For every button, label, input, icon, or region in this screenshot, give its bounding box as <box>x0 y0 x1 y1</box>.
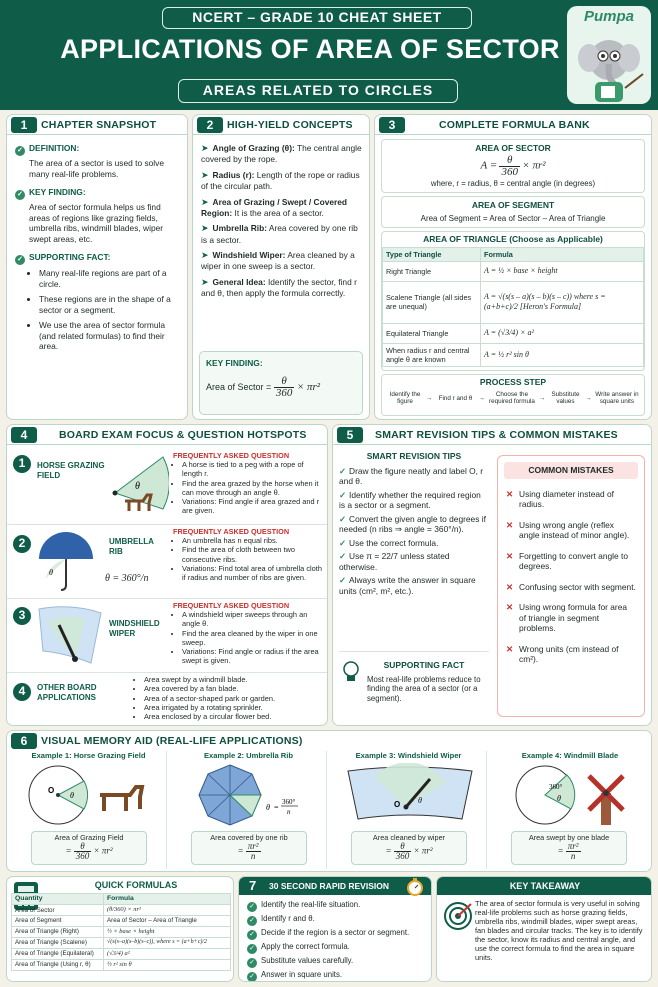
example-wiper <box>331 751 487 869</box>
key-finding-box <box>199 351 363 415</box>
windmill-figure <box>495 763 645 827</box>
tip-item: ✓ Convert the given angle to degrees if needed (n ribs ⇒ angle = 360°/n). <box>339 513 486 535</box>
board-exam-focus-card <box>6 424 328 726</box>
example-caption: Area cleaned by wiper = $\frac{\theta}{360}$ × πr² <box>351 831 467 865</box>
check-icon: ✓ <box>247 930 257 940</box>
section-number: 4 <box>11 427 37 443</box>
page-subtitle: AREAS RELATED TO CIRCLES <box>178 79 458 103</box>
area-of-triangle-box <box>381 231 645 371</box>
list-item: • Area covered by a fan blade. <box>144 684 328 693</box>
arrow-icon: ➤ <box>201 143 209 153</box>
grade-label: NCERT – GRADE 10 CHEAT SHEET <box>162 7 472 29</box>
theta-label: θ <box>49 568 53 577</box>
center-label: O <box>394 800 401 809</box>
sector-formula: A = $\frac{\theta}{360}$ × πr² <box>480 153 546 178</box>
supporting-fact-box <box>339 651 489 721</box>
section-header <box>7 425 327 445</box>
list-item: • Many real-life regions are part of a circle. <box>39 268 183 289</box>
arrow-icon: ➤ <box>201 250 209 260</box>
mistake-item: ✕ Using diameter instead of radius. <box>506 488 614 510</box>
process-step: Choose the required formula <box>489 390 535 406</box>
hotspot-horse <box>7 447 328 525</box>
section-header <box>239 877 431 895</box>
revision-item: ✓ Apply the correct formula. <box>247 942 429 954</box>
key-takeaway-text: The area of sector formula is very useful in solving real-life problems such as horse grazing fields, umbrella ribs, windmill blades, wiper swept areas, fan blades and circular tracks. The key is to identify the sector, know its radius and central angle, and use the correct formula to find the area in square units. <box>475 899 643 963</box>
list-item: • Variations: Find angle or radius if the area swept is given. <box>182 647 323 666</box>
list-item: • Area swept by a windmill blade. <box>144 675 328 684</box>
box-heading: AREA OF SEGMENT <box>471 200 555 210</box>
check-icon: ✓ <box>339 537 347 548</box>
list-item: • Area of a sector-shaped park or garden. <box>144 694 328 703</box>
cross-icon: ✕ <box>506 602 514 613</box>
process-step: Write answer in square units <box>595 390 639 406</box>
concept-item: ➤ Umbrella Rib: Area covered by one rib is a sector. <box>201 223 358 245</box>
revision-item: ✓ Answer in square units. <box>247 970 429 982</box>
list-item: • Find the area of cloth between two consecutive ribs. <box>182 545 323 564</box>
elephant-mascot-icon <box>567 26 651 106</box>
section-number: 5 <box>337 427 363 443</box>
list-item: • Find the area cleaned by the wiper in one sweep. <box>182 629 323 648</box>
page-title: APPLICATIONS OF AREA OF SECTOR <box>60 34 560 64</box>
box-heading: SMART REVISION TIPS <box>366 451 462 461</box>
box-heading: AREA OF TRIANGLE (Choose as Applicable) <box>423 234 603 244</box>
revision-tips-card <box>332 424 652 726</box>
brand-name: Pumpa <box>583 8 634 25</box>
theta-label: θ <box>266 803 270 812</box>
wiper-sector-figure <box>35 603 105 669</box>
windshield-figure <box>334 763 484 827</box>
faq-label: FREQUENTLY ASKED QUESTION <box>173 527 290 536</box>
item-label: HORSE GRAZING FIELD <box>37 461 105 480</box>
list-item: • A windshield wiper sweeps through an angle θ. <box>182 610 323 629</box>
mistake-item: ✕ Confusing sector with segment. <box>506 581 636 592</box>
formula-bank-card <box>374 114 652 420</box>
section-header <box>7 115 187 135</box>
umbrella-top-figure <box>174 762 324 828</box>
horse-field-figure <box>14 763 164 825</box>
example-title: Example 4: Windmill Blade <box>521 751 619 760</box>
table-row: When radius r and central angle θ are known A = ½ r² sin θ <box>383 343 644 366</box>
table-row: Area of Sector (θ/360) × πr² <box>12 905 231 916</box>
section-title: SMART REVISION TIPS & COMMON MISTAKES <box>375 429 618 441</box>
cross-icon: ✕ <box>506 581 514 592</box>
arrow-icon: → <box>585 394 592 402</box>
box-heading: AREA OF SECTOR <box>475 143 551 153</box>
arrow-icon: → <box>539 394 546 402</box>
check-icon: ✓ <box>339 551 347 562</box>
sector-where: where, r = radius, θ = central angle (in degrees) <box>430 178 596 188</box>
quick-formula-table <box>11 893 231 971</box>
list-item: • We use the area of sector formula (and related formulas) to find their area. <box>39 320 183 352</box>
key-takeaway-header <box>437 877 651 895</box>
table-row: Equilateral Triangle A = (√3/4) × a² <box>383 323 644 343</box>
key-takeaway-title: KEY TAKEAWAY <box>509 881 581 891</box>
check-icon: ✓ <box>339 465 347 476</box>
section-title: HIGH-YIELD CONCEPTS <box>227 119 353 131</box>
concept-item: ➤ General Idea: Identify the sector, find r and θ, then apply the formula correctly. <box>201 276 357 298</box>
arrow-icon: → <box>426 394 433 402</box>
column-header: Quantity <box>12 894 104 905</box>
theta-label: θ <box>418 796 422 805</box>
target-icon <box>443 901 473 931</box>
item-number: 2 <box>13 535 31 553</box>
mistake-item: ✕ Forgetting to convert angle to degrees. <box>506 550 628 572</box>
theta-label: θ <box>135 481 140 492</box>
header-banner <box>0 0 658 110</box>
list-item: • An umbrella has n equal ribs. <box>182 536 323 545</box>
section-title: BOARD EXAM FOCUS & QUESTION HOTSPOTS <box>59 429 307 441</box>
cross-icon: ✕ <box>506 643 514 654</box>
section-title: 30 SECOND RAPID REVISION <box>269 881 389 891</box>
quick-formulas-title: QUICK FORMULAS <box>94 880 178 890</box>
table-row: Area of Triangle (Using r, θ) ½ r² sin θ <box>12 959 231 970</box>
table-row: Area of Segment Area of Sector – Area of Triangle <box>12 916 231 927</box>
hotspot-wiper <box>7 599 328 673</box>
mistake-item: ✕ Using wrong angle (reflex angle instead of minor angle). <box>506 519 630 541</box>
angle-label: 360° <box>282 798 296 806</box>
lightbulb-icon <box>341 660 361 684</box>
theta-label: θ <box>70 791 74 800</box>
process-step: Find r and θ <box>438 394 473 402</box>
column-header: Type of Triangle <box>383 247 481 261</box>
example-caption: Area of Grazing Field = $\frac{\theta}{360}$ × πr² <box>31 831 147 865</box>
rapid-revision-card <box>238 876 432 982</box>
visual-memory-card <box>6 730 652 872</box>
key-finding-formula: Area of Sector = $\frac{\theta}{360}$ × πr² <box>206 375 321 399</box>
center-label: O <box>48 786 55 795</box>
table-row: Right Triangle A = ½ × base × height <box>383 261 644 281</box>
mistake-item: ✕ Wrong units (cm instead of cm²). <box>506 643 619 665</box>
supporting-fact-list <box>39 268 183 352</box>
list-item: • A horse is tied to a peg with a rope of length r. <box>182 460 323 479</box>
item-number: 4 <box>13 683 31 701</box>
concept-item: ➤ Windshield Wiper: Area cleaned by a wiper in one sweep is a sector. <box>201 250 355 272</box>
check-icon: ✓ <box>247 958 257 968</box>
revision-item: ✓ Identify the real-life situation. <box>247 900 429 912</box>
tip-item: ✓ Identify whether the required region is a sector or a segment. <box>339 489 481 511</box>
concept-item: ➤ Angle of Grazing (θ): The central angle covered by the rope. <box>201 143 362 165</box>
example-umbrella <box>171 751 327 869</box>
definition-text: The area of a sector is used to solve many real-life problems. <box>29 158 165 179</box>
arrow-icon: ➤ <box>201 223 209 234</box>
stopwatch-icon <box>405 877 425 897</box>
item-number: 3 <box>13 607 31 625</box>
segment-formula: Area of Segment = Area of Sector – Area of Triangle <box>420 213 606 223</box>
list-item: • Area irrigated by a rotating sprinkler. <box>144 703 328 712</box>
list-item: • Variations: Find total area of umbrella cloth if radius and number of ribs are given. <box>182 564 323 583</box>
check-icon: ✓ <box>339 575 347 586</box>
n-label: n <box>287 808 291 816</box>
common-mistakes-heading: COMMON MISTAKES <box>504 462 638 479</box>
umbrella-icon <box>35 529 97 593</box>
concept-item: ➤ Area of Grazing / Swept / Covered Region: It is the area of a sector. <box>201 196 348 218</box>
area-of-sector-box <box>381 139 645 193</box>
check-icon: ✓ <box>247 944 257 954</box>
section-title: COMPLETE FORMULA BANK <box>439 119 590 131</box>
high-yield-concepts-card <box>192 114 370 420</box>
key-takeaway-card <box>436 876 652 982</box>
list-item: • Find the area grazed by the horse when it can move through an angle θ. <box>182 479 323 498</box>
section-header <box>7 731 651 751</box>
process-step: Substitute values <box>551 390 580 406</box>
section-number: 2 <box>197 117 223 133</box>
section-number: 7 <box>249 878 257 893</box>
mistake-item: ✕ Using wrong formula for area of triangle in segment problems. <box>506 602 628 634</box>
supporting-fact-heading: ✓ SUPPORTING FACT: <box>15 252 183 265</box>
example-horse <box>11 751 167 869</box>
example-title: Example 3: Windshield Wiper <box>355 751 462 760</box>
section-title: VISUAL MEMORY AID (REAL-LIFE APPLICATIONS) <box>41 735 303 747</box>
section-number: 1 <box>11 117 37 133</box>
cross-icon: ✕ <box>506 488 514 499</box>
example-title: Example 2: Umbrella Rib <box>203 751 294 760</box>
process-step: Identify the figure <box>389 390 421 406</box>
quick-formulas-card <box>6 876 234 982</box>
area-of-segment-box <box>381 196 645 228</box>
example-caption: Area covered by one rib = $\frac{\text{πr²}}{n}$ <box>191 831 307 865</box>
list-item: • Variations: Find angle if area grazed and r are given. <box>182 497 323 516</box>
table-row: Area of Triangle (Equilateral) (√3/4) a² <box>12 948 231 959</box>
angle-label: 360° <box>549 783 563 791</box>
tip-item: ✓ Use the correct formula. <box>339 537 439 548</box>
triangle-formula-table <box>382 247 644 367</box>
item-number: 1 <box>13 455 31 473</box>
item-label: WINDSHIELD WIPER <box>109 619 160 638</box>
column-header: Formula <box>481 247 644 261</box>
common-mistakes-box <box>497 455 645 717</box>
tip-item: ✓ Use π = 22/7 unless stated otherwise. <box>339 551 450 572</box>
chapter-snapshot-card <box>6 114 188 420</box>
concept-item: ➤ Radius (r): Length of the rope or radius of the circular path. <box>201 169 360 191</box>
check-icon: ✓ <box>339 513 347 524</box>
list-item: • Area enclosed by a circular flower bed. <box>144 712 328 721</box>
example-title: Example 1: Horse Grazing Field <box>31 751 146 760</box>
section-header <box>333 425 651 445</box>
process-flow <box>382 388 644 410</box>
item-label: UMBRELLA RIB <box>109 537 154 556</box>
check-icon: ✓ <box>339 489 347 500</box>
key-finding-heading: ✓ KEY FINDING: <box>15 187 183 200</box>
table-row: Area of Triangle (Scalene) √(s(s–a)(s–b)(s–c)), where s = (a+b+c)/2 <box>12 938 231 949</box>
svg-text:=: = <box>274 803 279 812</box>
arrow-icon: ➤ <box>201 276 209 287</box>
cross-icon: ✕ <box>506 550 514 561</box>
key-finding-heading: KEY FINDING: <box>206 358 263 368</box>
check-icon: ✓ <box>247 916 257 926</box>
cross-icon: ✕ <box>506 519 514 530</box>
example-windmill <box>491 751 649 869</box>
check-icon: ✓ <box>15 146 25 156</box>
key-finding-text: Area of sector formula helps us find areas of regions like grazing fields, umbrella ribs, windmill blades, wiper swept areas, etc. <box>29 202 164 244</box>
check-icon: ✓ <box>247 972 257 982</box>
process-step-box <box>381 374 645 416</box>
check-icon: ✓ <box>247 902 257 912</box>
smart-tips-box <box>339 451 489 635</box>
tip-item: ✓ Always write the answer in square units (cm², m², etc.). <box>339 575 476 596</box>
item-label: OTHER BOARD APPLICATIONS <box>37 683 97 702</box>
section-number: 3 <box>379 117 405 133</box>
section-header <box>193 115 369 135</box>
section-title: CHAPTER SNAPSHOT <box>41 119 157 131</box>
arrow-icon: ➤ <box>201 169 209 180</box>
faq-label: FREQUENTLY ASKED QUESTION <box>173 601 290 610</box>
box-heading: SUPPORTING FACT <box>383 660 465 670</box>
table-row: Scalene Triangle (all sides are unequal) A = √(s(s – a)(s – b)(s – c)) where s = (a+b+c)/2 [Heron's Formula] <box>383 281 644 323</box>
tip-item: ✓ Draw the figure neatly and label O, r and θ. <box>339 465 484 487</box>
revision-item: ✓ Identify r and θ. <box>247 914 429 926</box>
arrow-icon: ➤ <box>201 196 209 207</box>
check-icon: ✓ <box>15 255 25 265</box>
brand-logo <box>567 6 651 104</box>
box-heading: PROCESS STEP <box>479 377 547 387</box>
list-item: • These regions are in the shape of a sector or a segment. <box>39 294 183 315</box>
hotspot-other <box>7 673 328 726</box>
column-header: Formula <box>104 894 231 905</box>
check-icon: ✓ <box>15 190 25 200</box>
table-row: Area of Triangle (Right) ½ × base × height <box>12 927 231 938</box>
section-number: 6 <box>11 733 37 749</box>
example-caption: Area swept by one blade = $\frac{\text{πr²}}{n}$ <box>511 831 627 865</box>
faq-label: FREQUENTLY ASKED QUESTION <box>173 451 290 460</box>
theta-label: θ <box>557 794 561 803</box>
revision-item: ✓ Substitute values carefully. <box>247 956 429 968</box>
definition-heading: ✓ DEFINITION: <box>15 143 183 156</box>
arrow-icon: → <box>478 394 485 402</box>
supporting-fact-text: Most real-life problems reduce to finding the area of a sector (or a segment). <box>367 674 481 704</box>
rib-angle-eq: θ = 360°/n <box>105 573 149 584</box>
hotspot-umbrella <box>7 525 328 599</box>
horse-sector-figure <box>105 453 169 513</box>
revision-item: ✓ Decide if the region is a sector or segment. <box>247 928 429 940</box>
section-header <box>375 115 651 135</box>
